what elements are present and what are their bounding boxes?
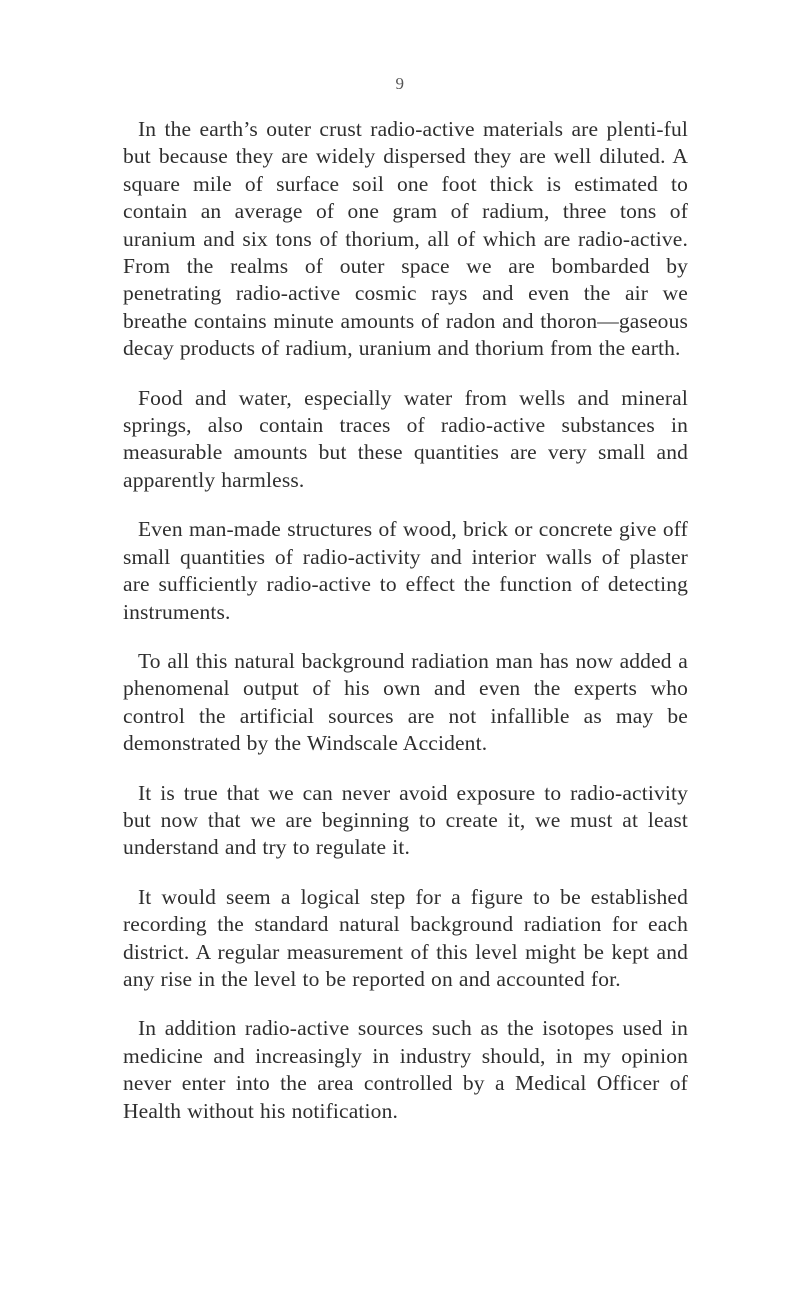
paragraph-4: To all this natural background radiation man has now added a phenomenal output of his own and even the experts who control the artificial sources are not infallible as may be demonstrated by the Windscale Accident. — [123, 648, 688, 756]
page-number: 9 — [395, 74, 405, 93]
paragraph-1: In the earth’s outer crust radio-active materials are plenti-ful but because they are widely dispersed they are well diluted. A square mile of surface soil one foot thick is estimated to contain an average of one gram of radium, three tons of uranium and six tons of thorium, all of which are radio-active. From the realms of outer space we are bombarded by penetrating radio-active cosmic rays and even the air we breathe contains minute amounts of radon and thoron—gaseous decay products of radium, uranium and thorium from the earth. — [123, 117, 688, 361]
paragraph-7: In addition radio-active sources such as the isotopes used in medicine and increasingly in industry should, in my opinion never enter into the area controlled by a Medical Officer of Health without his notification. — [123, 1016, 688, 1123]
paragraph-3: Even man-made structures of wood, brick or concrete give off small quantities of radio-activity and interior walls of plaster are sufficiently radio-active to effect the function of detecting instruments. — [123, 517, 688, 624]
body-text — [123, 116, 688, 1125]
paragraph-2: Food and water, especially water from wells and mineral springs, also contain traces of radio-active substances in measurable amounts but these quantities are very small and apparently harmless. — [123, 385, 688, 492]
paragraph-5: It is true that we can never avoid exposure to radio-activity but now that we are beginning to create it, we must at least understand and try to regulate it. — [123, 780, 688, 860]
paragraph-6: It would seem a logical step for a figure to be established recording the standard natural background radiation for each district. A regular measurement of this level might be kept and any rise in the level to be reported on and accounted for. — [123, 884, 688, 991]
